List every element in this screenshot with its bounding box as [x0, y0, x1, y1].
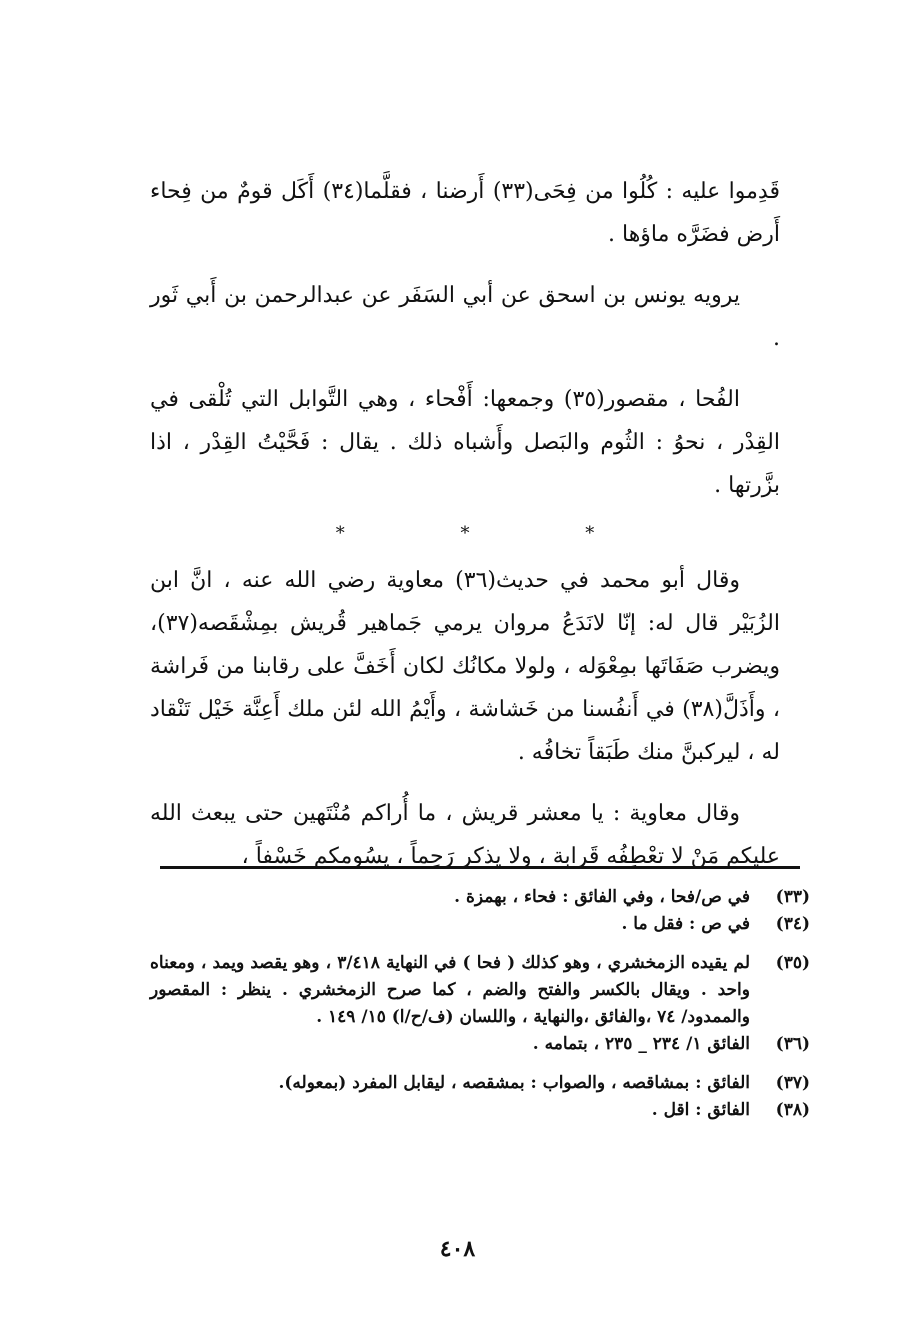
footnote-number: (٣٥) — [775, 953, 810, 973]
footnote-text: الفائق ١/ ٢٣٤ _ ٢٣٥ ، بتمامه . — [532, 1034, 750, 1054]
footnote-number: (٣٣) — [775, 887, 810, 907]
footnote-33 — [150, 884, 810, 911]
footnote-36 — [150, 1031, 810, 1058]
footnote-number: (٣٦) — [775, 1034, 810, 1054]
page-number: ٤٠٨ — [439, 1236, 476, 1262]
footnote-38 — [150, 1097, 810, 1124]
footnote-number: (٣٤) — [775, 914, 810, 934]
footnote-number: (٣٨) — [775, 1100, 810, 1120]
footnote-35 — [150, 950, 810, 1031]
paragraph-2: يرويه يونس بن اسحق عن أبي السَفَر عن عبدالرحمن بن أَبي ثَور . — [150, 283, 780, 351]
section-separator: * * * — [335, 523, 650, 544]
footnotes — [150, 884, 810, 1124]
paragraph-1: قَدِموا عليه : كُلُوا من فِحَى(٣٣) أَرضنا ، فقلَّما(٣٤) أَكَل قومٌ من فِحاء أَرض فضَرَّه ماؤها . — [150, 179, 780, 247]
paragraph-5: وقال معاوية : يا معشر قريش ، ما أُراكم مُنْتَهين حتى يبعث الله عليكم مَنْ لا تعْطِفُه قَرابة ، ولا يذكر رَحِماً ، يسُومكم خَسْفاً ، — [150, 801, 780, 869]
main-text — [150, 170, 780, 896]
footnote-text: الفائق : اقل . — [651, 1100, 750, 1120]
footnote-number: (٣٧) — [775, 1073, 810, 1093]
footnote-37 — [150, 1070, 810, 1097]
paragraph-3: الفُحا ، مقصور(٣٥) وجمعها: أَفْحاء ، وهي التَّوابل التي تُلْقى في القِدْر ، نحوُ : الثُوم والبَصل وأَشباه ذلك . يقال : فَحَّيْتُ القِدْر ، اذا بزَّرتها . — [150, 387, 780, 498]
footnote-divider — [160, 866, 800, 869]
paragraph-4: وقال أبو محمد في حديث(٣٦) معاوية رضي الله عنه ، انَّ ابن الزُبَيْر قال له: إنّا لانَدَعُ مروان يرمي جَماهير قُريش بمِشْقَصه(٣٧)، ويضرب صَفَاتَها بمِعْوَله ، ولولا مكانُك لكان أَخَفَّ على رقابنا من فَراشة ، وأَذَلَّ(٣٨) في أَنفُسنا من خَشاشة ، وأَيْمُ الله لئن ملك أَعِنَّة خَيْل تَنْقاد له ، ليركبنَّ منك طَبَقاً تخافُه . — [150, 568, 781, 765]
footnote-text: في ص/فحا ، وفي الفائق : فحاء ، بهمزة . — [454, 887, 750, 907]
footnote-34 — [150, 911, 810, 938]
footnote-text: لم يقيده الزمخشري ، وهو كذلك ( فحا ) في النهاية ٣/٤١٨ ، وهو يقصد ويمد ، ومعناه واحد . ويقال بالكسر والفتح والضم ، كما صرح الزمخشري . ينظر : المقصور والممدود/ ٧٤ ،والفائق ،والنهاية ، واللسان (ف/ح/ا) ١٥/ ١٤٩ . — [150, 953, 750, 1027]
footnote-text: الفائق : بمشاقصه ، والصواب : بمشقصه ، ليقابل المفرد (بمعوله). — [278, 1073, 750, 1093]
footnote-text: في ص : فقل ما . — [621, 914, 750, 934]
